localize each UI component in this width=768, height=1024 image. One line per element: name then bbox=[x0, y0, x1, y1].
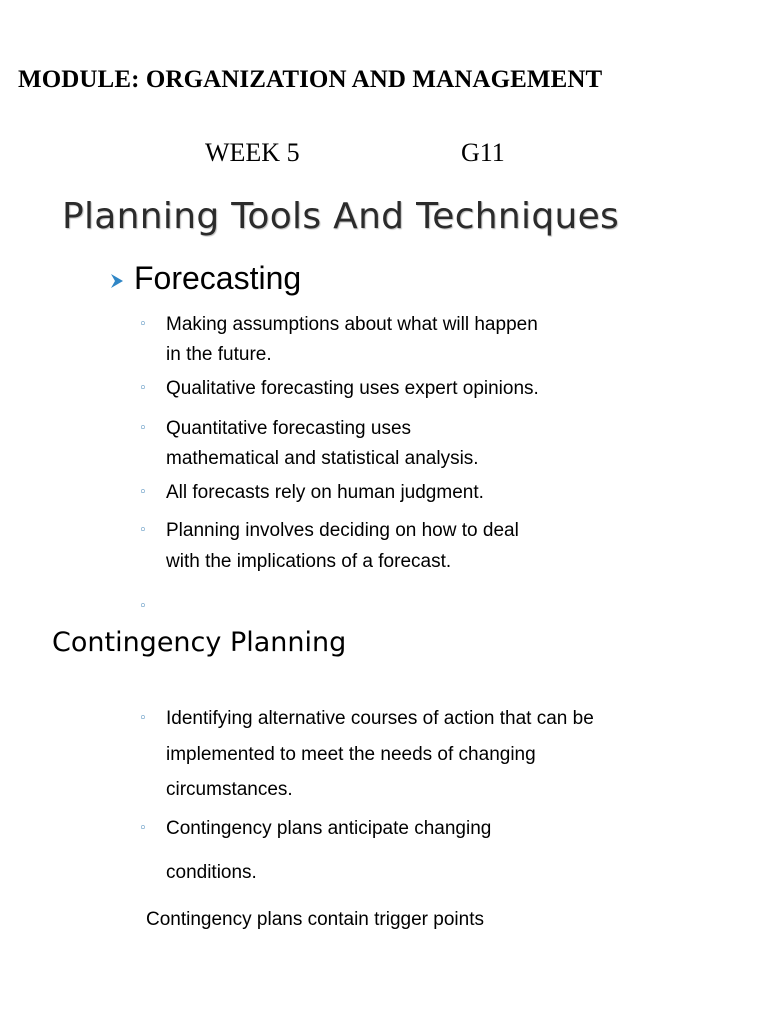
week-label: WEEK 5 bbox=[205, 138, 300, 167]
forecasting-heading bbox=[108, 259, 301, 298]
arrow-right-icon bbox=[108, 261, 126, 298]
forecast-item-2-line-1: Qualitative forecasting uses expert opinions. bbox=[166, 378, 539, 399]
contingency-item-2-line-1: Contingency plans anticipate changing bbox=[166, 818, 492, 839]
forecast-item-5-line-1: Planning involves deciding on how to deal bbox=[166, 520, 519, 541]
contingency-item-1-line-2: implemented to meet the needs of changing bbox=[166, 744, 536, 765]
trigger-points-line: Contingency plans contain trigger points bbox=[146, 909, 484, 930]
main-heading: Planning Tools And Techniques bbox=[62, 196, 620, 237]
bullet-icon: ◦ bbox=[139, 523, 147, 538]
forecasting-heading-label: Forecasting bbox=[134, 260, 302, 296]
contingency-heading: Contingency Planning bbox=[52, 627, 347, 658]
forecast-item-1-line-2: in the future. bbox=[166, 344, 272, 365]
bullet-icon: ◦ bbox=[139, 599, 147, 614]
forecast-item-1-line-1: Making assumptions about what will happen bbox=[166, 314, 538, 335]
forecast-item-3-line-2: mathematical and statistical analysis. bbox=[166, 448, 479, 469]
contingency-item-2-line-2: conditions. bbox=[166, 862, 257, 883]
forecast-item-5-line-2: with the implications of a forecast. bbox=[166, 551, 452, 572]
bullet-icon: ◦ bbox=[139, 711, 147, 726]
forecast-item-4-line-1: All forecasts rely on human judgment. bbox=[166, 482, 484, 503]
contingency-item-1-line-1: Identifying alternative courses of action that can be bbox=[166, 708, 594, 729]
contingency-item-1-line-3: circumstances. bbox=[166, 779, 293, 800]
bullet-icon: ◦ bbox=[139, 381, 147, 396]
grade-label: G11 bbox=[461, 138, 505, 167]
module-title: MODULE: ORGANIZATION AND MANAGEMENT bbox=[18, 66, 603, 93]
bullet-icon: ◦ bbox=[139, 485, 147, 500]
bullet-icon: ◦ bbox=[139, 317, 147, 332]
forecast-item-3-line-1: Quantitative forecasting uses bbox=[166, 418, 412, 439]
bullet-icon: ◦ bbox=[139, 421, 147, 436]
bullet-icon: ◦ bbox=[139, 821, 147, 836]
